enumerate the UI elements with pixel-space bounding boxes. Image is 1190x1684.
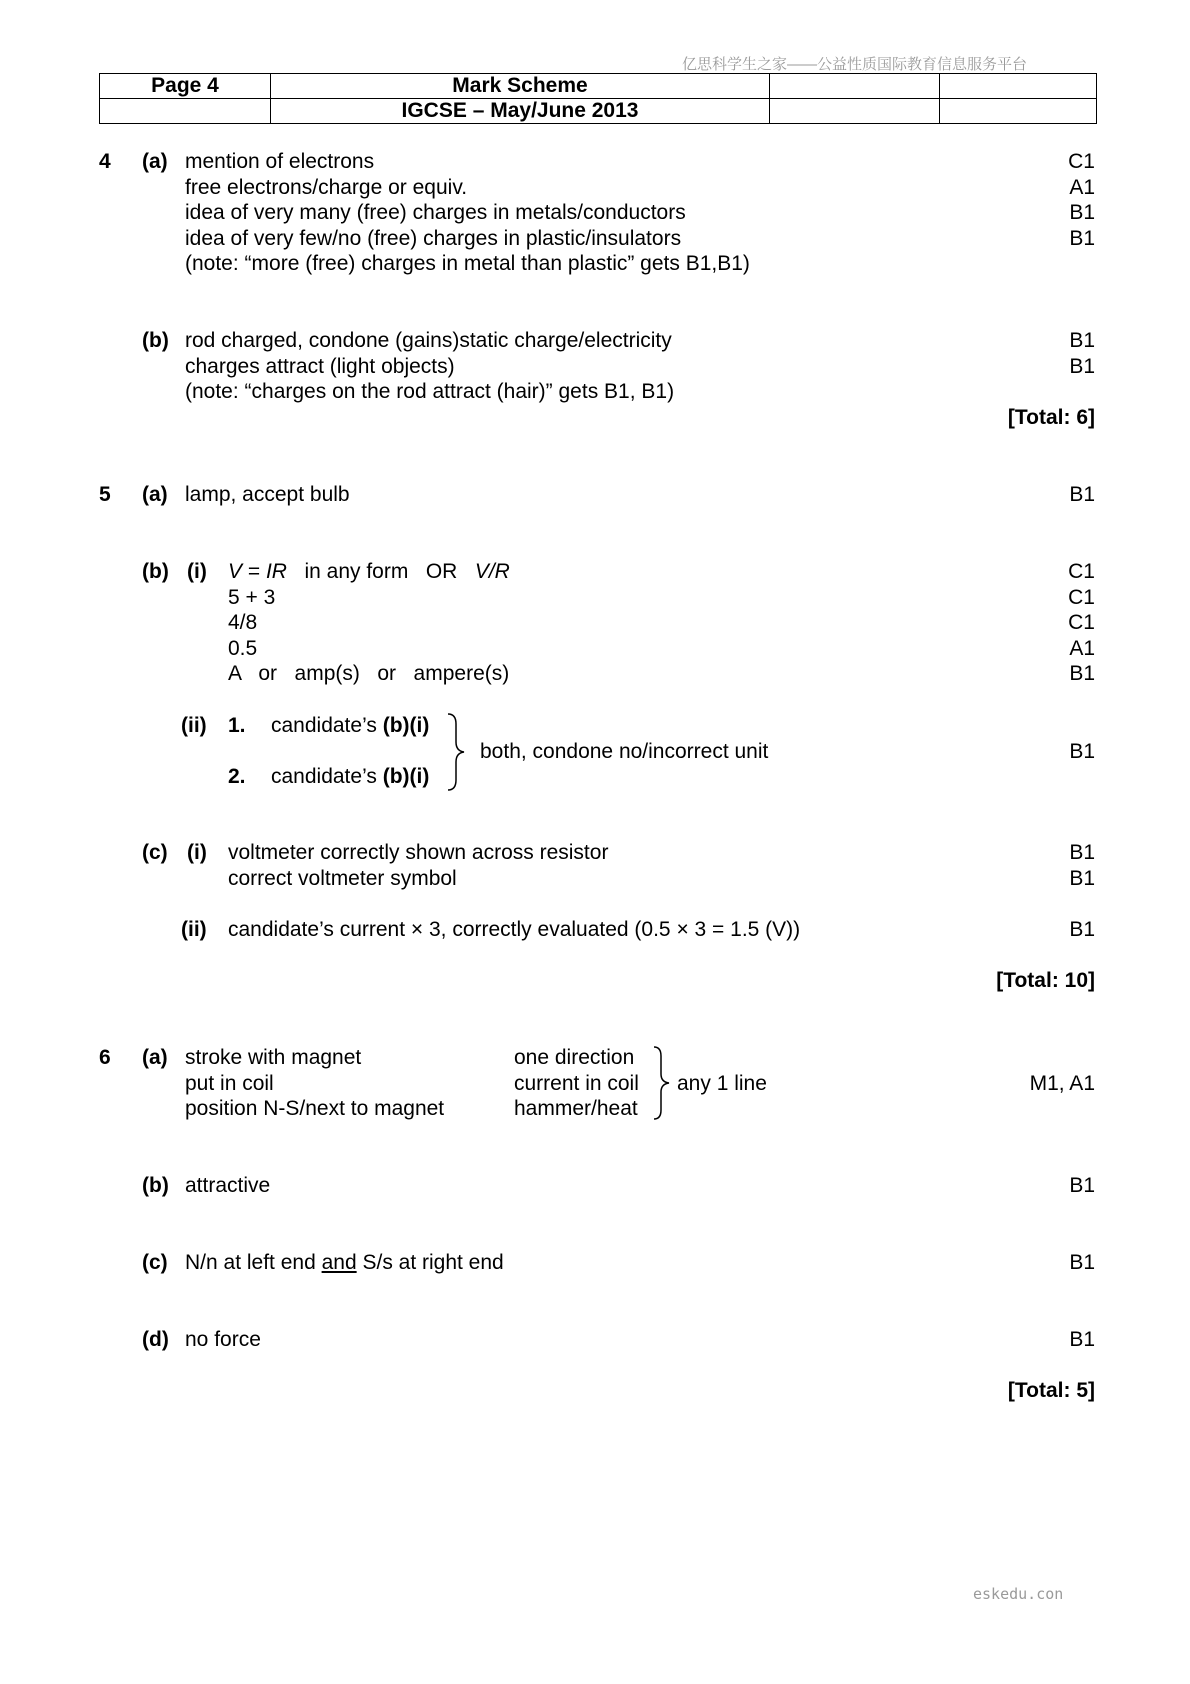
answer-line: no force bbox=[185, 1328, 261, 1351]
mark: B1 bbox=[1069, 227, 1095, 250]
question-number: 6 bbox=[99, 1046, 111, 1069]
header-page: Page 4 bbox=[100, 74, 271, 99]
mark: C1 bbox=[1068, 611, 1095, 634]
mark: A1 bbox=[1069, 637, 1095, 660]
candidate-text: candidate’s bbox=[271, 714, 383, 737]
mark: B1 bbox=[1069, 662, 1095, 685]
mark: B1 bbox=[1069, 867, 1095, 890]
mark: B1 bbox=[1069, 1251, 1095, 1274]
mark: B1 bbox=[1069, 329, 1095, 352]
header-empty-cell bbox=[940, 99, 1097, 124]
mark: C1 bbox=[1068, 150, 1095, 173]
answer-line: correct voltmeter symbol bbox=[228, 867, 457, 890]
mark: B1 bbox=[1069, 1174, 1095, 1197]
answer-text: N/n at left end bbox=[185, 1251, 322, 1274]
mark: B1 bbox=[1069, 355, 1095, 378]
part-label: (a) bbox=[142, 483, 168, 506]
part-label: (c) bbox=[142, 841, 168, 864]
answer-line: candidate’s current × 3, correctly evaluated (0.5 × 3 = 1.5 (V)) bbox=[228, 918, 801, 941]
header-table bbox=[99, 73, 1097, 124]
header-empty-cell bbox=[770, 99, 940, 124]
subpart-label: (i) bbox=[187, 560, 207, 583]
part-label: (d) bbox=[142, 1328, 169, 1351]
answer-line: rod charged, condone (gains)static charge/electricity bbox=[185, 329, 672, 352]
part-label: (b) bbox=[142, 329, 169, 352]
right-brace-icon bbox=[652, 1045, 672, 1121]
formula-line bbox=[228, 559, 510, 585]
answer-text: S/s at right end bbox=[356, 1251, 504, 1274]
answer-line: position N-S/next to magnet bbox=[185, 1097, 445, 1120]
formula-text: in any form OR bbox=[286, 560, 475, 583]
header-empty-cell bbox=[940, 74, 1097, 99]
watermark-top: 亿思科学生之家——公益性质国际教育信息服务平台 bbox=[682, 56, 1028, 73]
underlined-word: and bbox=[321, 1251, 357, 1274]
mark: C1 bbox=[1068, 560, 1095, 583]
part-reference: (b)(i) bbox=[382, 714, 430, 737]
mark: A1 bbox=[1069, 176, 1095, 199]
answer-line: charges attract (light objects) bbox=[185, 355, 455, 378]
answer-line: free electrons/charge or equiv. bbox=[185, 176, 468, 199]
answer-line bbox=[185, 1250, 504, 1276]
answer-line: idea of very few/no (free) charges in plastic/insulators bbox=[185, 227, 682, 250]
header-empty-cell bbox=[770, 74, 940, 99]
part-label: (c) bbox=[142, 1251, 168, 1274]
part-label: (a) bbox=[142, 150, 168, 173]
header-subtitle: IGCSE – May/June 2013 bbox=[271, 99, 770, 124]
answer-line: one direction bbox=[514, 1046, 635, 1069]
watermark-bottom: eskedu.con bbox=[973, 1585, 1064, 1603]
part-label: (b) bbox=[142, 1174, 169, 1197]
mark: B1 bbox=[1069, 1328, 1095, 1351]
part-label: (a) bbox=[142, 1046, 168, 1069]
answer-line: mention of electrons bbox=[185, 150, 375, 173]
mark: M1, A1 bbox=[1029, 1072, 1095, 1095]
question-number: 4 bbox=[99, 150, 111, 173]
mark: C1 bbox=[1068, 586, 1095, 609]
header-title: Mark Scheme bbox=[271, 74, 770, 99]
answer-line: lamp, accept bulb bbox=[185, 483, 350, 506]
header-empty-cell bbox=[100, 99, 271, 124]
subpart-label: (ii) bbox=[181, 918, 207, 941]
subpart-label: (i) bbox=[187, 841, 207, 864]
mark: B1 bbox=[1069, 201, 1095, 224]
answer-line: stroke with magnet bbox=[185, 1046, 362, 1069]
answer-line: A or amp(s) or ampere(s) bbox=[228, 662, 510, 685]
answer-note: any 1 line bbox=[677, 1072, 767, 1095]
answer-line: hammer/heat bbox=[514, 1097, 638, 1120]
answer-line: idea of very many (free) charges in metals/conductors bbox=[185, 201, 686, 224]
question-total: [Total: 10] bbox=[996, 969, 1095, 992]
question-total: [Total: 6] bbox=[1007, 406, 1095, 429]
answer-line: 0.5 bbox=[228, 637, 258, 660]
candidate-text: candidate’s bbox=[271, 765, 383, 788]
mark: B1 bbox=[1069, 740, 1095, 763]
answer-line bbox=[271, 764, 429, 790]
question-number: 5 bbox=[99, 483, 111, 506]
answer-line: put in coil bbox=[185, 1072, 274, 1095]
formula-ir: IR bbox=[265, 560, 287, 583]
question-total: [Total: 5] bbox=[1007, 1379, 1095, 1402]
part-label: (b) bbox=[142, 560, 169, 583]
answer-line: 4/8 bbox=[228, 611, 258, 634]
formula-equals: = bbox=[242, 560, 266, 583]
answer-note: both, condone no/incorrect unit bbox=[480, 740, 769, 763]
answer-line: voltmeter correctly shown across resistor bbox=[228, 841, 609, 864]
formula-v: V bbox=[228, 560, 243, 583]
answer-line: 5 + 3 bbox=[228, 586, 276, 609]
answer-line: current in coil bbox=[514, 1072, 639, 1095]
mark: B1 bbox=[1069, 918, 1095, 941]
right-brace-icon bbox=[446, 712, 468, 792]
item-number: 2. bbox=[228, 765, 246, 788]
answer-note: (note: “more (free) charges in metal than plastic” gets B1,B1) bbox=[185, 252, 750, 275]
subpart-label: (ii) bbox=[181, 714, 207, 737]
part-reference: (b)(i) bbox=[382, 765, 430, 788]
formula-vr: V/R bbox=[474, 560, 510, 583]
item-number: 1. bbox=[228, 714, 246, 737]
mark: B1 bbox=[1069, 483, 1095, 506]
answer-line: attractive bbox=[185, 1174, 271, 1197]
mark: B1 bbox=[1069, 841, 1095, 864]
answer-line bbox=[271, 713, 429, 739]
answer-note: (note: “charges on the rod attract (hair)” gets B1, B1) bbox=[185, 380, 675, 403]
